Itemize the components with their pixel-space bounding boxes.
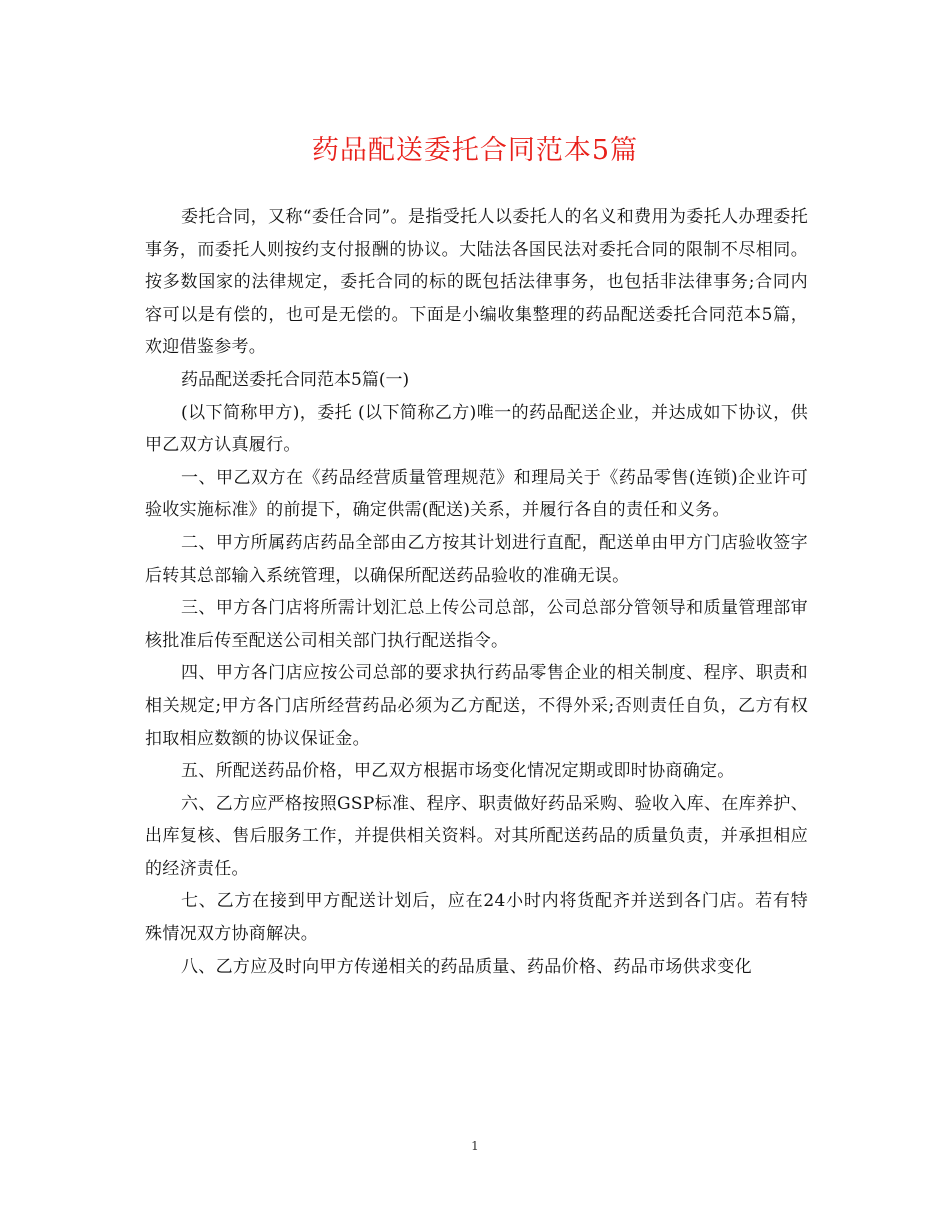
clause-3: 三、甲方各门店将所需计划汇总上传公司总部，公司总部分管领导和质量管理部审核批准后传至配送公司相关部门执行配送指令。 [145, 598, 808, 651]
clause-1: 一、甲乙双方在《药品经营质量管理规范》和理局关于《药品零售(连锁)企业许可验收实施标准》的前提下，确定供需(配送)关系，并履行各自的责任和义务。 [145, 467, 808, 521]
document-title: 药品配送委托合同范本5篇 [311, 135, 639, 166]
intro-paragraph: 委托合同，又称“委任合同”。是指受托人以委托人的名义和费用为委托人办理委托事务，而委托人则按约支付报酬的协议。大陆法各国民法对委托合同的限制不尽相同。按多数国家的法律规定，委托合同的标的既包括法律事务，也包括非法律事务;合同内容可以是有偿的，也可是无偿的。下面是小编收集整理的药品配送委托合同范本5篇，欢迎借鉴参考。 [145, 207, 808, 358]
document-body [145, 201, 808, 983]
clause-6: 六、乙方应严格按照GSP标准、程序、职责做好药品采购、验收入库、在库养护、出库复核、售后服务工作，并提供相关资料。对其所配送药品的质量负责，并承担相应的经济责任。 [145, 793, 808, 879]
clause-5: 五、所配送药品价格，甲乙双方根据市场变化情况定期或即时协商确定。 [181, 761, 735, 782]
section-heading: 药品配送委托合同范本5篇(一) [181, 369, 410, 390]
clause-2: 二、甲方所属药店药品全部由乙方按其计划进行直配，配送单由甲方门店验收签字后转其总部输入系统管理，以确保所配送药品验收的准确无误。 [145, 532, 808, 586]
clause-4: 四、甲方各门店应按公司总部的要求执行药品零售企业的相关制度、程序、职责和相关规定;甲方各门店所经营药品必须为乙方配送，不得外采;否则责任自负，乙方有权扣取相应数额的协议保证金。 [145, 663, 808, 749]
contract-paragraph: (以下简称甲方)，委托 (以下简称乙方)唯一的药品配送企业，并达成如下协议，供甲乙双方认真履行。 [145, 402, 808, 456]
clause-8: 八、乙方应及时向甲方传递相关的药品质量、药品价格、药品市场供求变化 [181, 956, 752, 977]
page-number: 1 [471, 1139, 479, 1153]
clause-7: 七、乙方在接到甲方配送计划后，应在24小时内将货配齐并送到各门店。若有特殊情况双方协商解决。 [145, 891, 808, 945]
